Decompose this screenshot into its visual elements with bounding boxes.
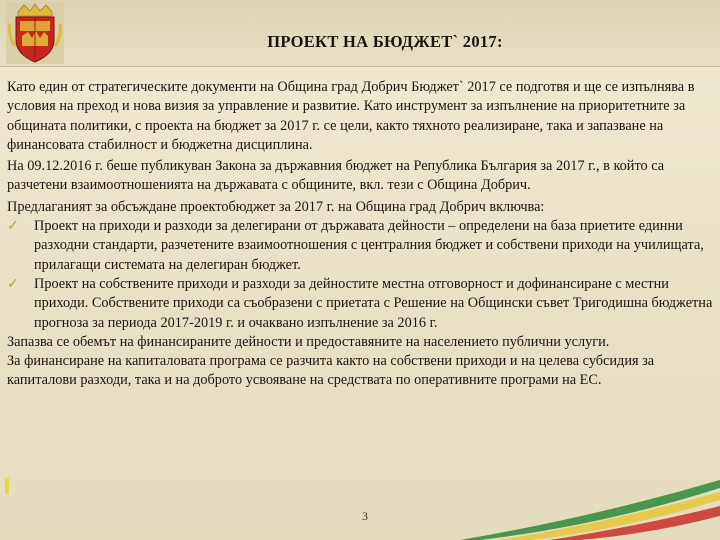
proposal-intro: Предлаганият за обсъждане проектобюджет за 2017 г. на Община град Добрич включва: bbox=[7, 198, 545, 215]
published-paragraph: На 09.12.2016 г. беше публикуван Закона за държавния бюджет на Република България за 2017 г., в който са разчетени взаимоотношенията на държавата с общините, вкл. тези с Община Добрич. bbox=[7, 158, 665, 194]
preserved-paragraph: Запазва се обемът на финансираните дейности и предоставяните на населението публични услуги. bbox=[7, 333, 610, 350]
checkmark-icon: ✓ bbox=[7, 276, 19, 292]
list-item bbox=[7, 275, 715, 333]
document-body bbox=[7, 78, 715, 391]
intro-paragraph: Като един от стратегическите документи на Община град Добрич Бюджет` 2017 се подготвя и ще се изпълнява в условия на преход и нова визия за управление и развитие. Като инструмент за изпълнение на приоритетните за общината политики, с проекта на бюджет за 2017 г. се цели, както тяхното реализиране, така и запазване на финансовата стабилност и бюджетна дисциплина. bbox=[7, 79, 695, 153]
text-cursor-marker bbox=[5, 478, 9, 494]
page-title: ПРОЕКТ НА БЮДЖЕТ` 2017: bbox=[267, 32, 503, 51]
page-number: 3 bbox=[362, 509, 368, 523]
bullet-text: Проект на собствените приходи и разходи за дейностите местна отговорност и дофинансиране с местни приходи. Собствените приходи са съобразени с приетата с Решение на Общински съвет Тригодишна бюджетна прогноза за периода 2017-2019 г. и очаквано изпълнение за 2016 г. bbox=[34, 275, 713, 331]
checkmark-icon: ✓ bbox=[7, 219, 19, 235]
capital-paragraph: За финансиране на капиталовата програма се разчита както на собствени приходи и на целева субсидия за капиталови разходи, така и на доброто усвояване на средствата по оперативните програми на ЕС. bbox=[7, 353, 655, 389]
bullet-text: Проект на приходи и разходи за делегирани от държавата дейности – определени на база приетите единни разходни стандарти, разчетените взаимоотношения с централния бюджет и собствени приходи на училищата, прилагащи системата на делегиран бюджет. bbox=[34, 218, 704, 273]
coat-of-arms-icon bbox=[6, 2, 64, 64]
list-item bbox=[7, 217, 715, 275]
decorative-stripes bbox=[460, 470, 720, 540]
